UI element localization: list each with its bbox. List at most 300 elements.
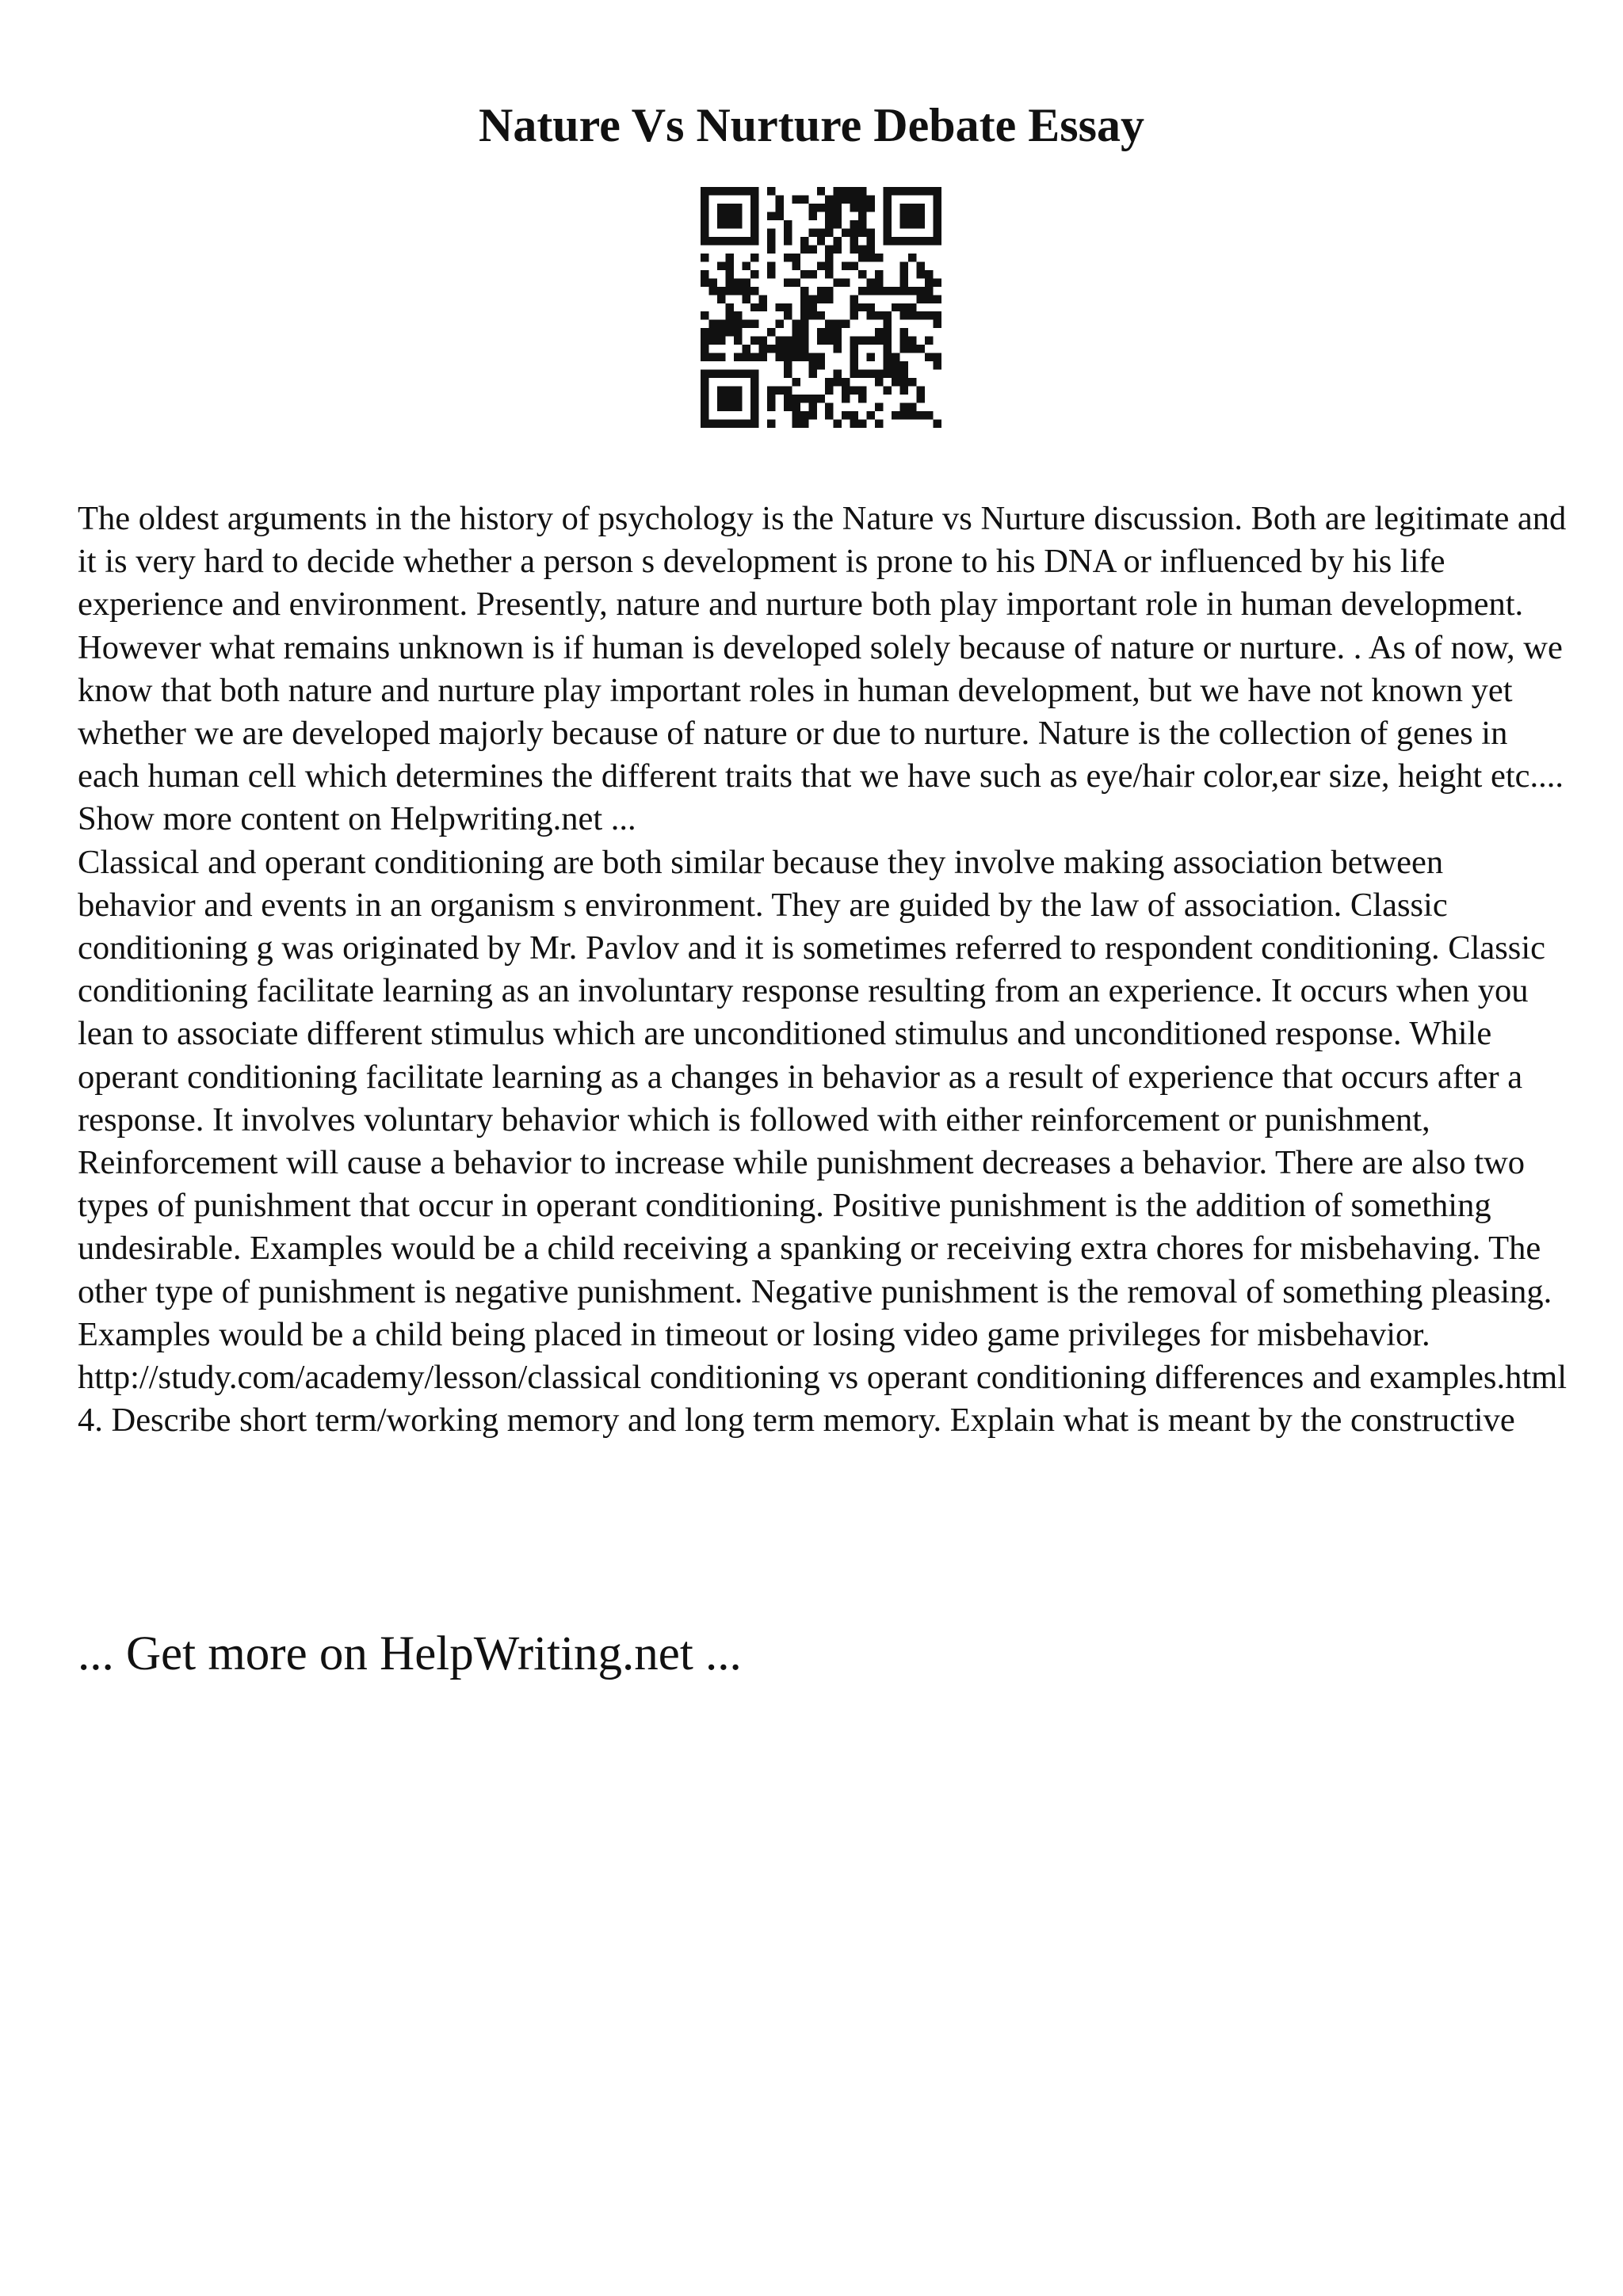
qr-module — [717, 261, 725, 269]
qr-module — [858, 420, 866, 428]
qr-module — [750, 254, 758, 261]
qr-module — [875, 328, 883, 336]
qr-module — [767, 237, 775, 245]
qr-module — [742, 295, 750, 303]
qr-module — [725, 278, 733, 286]
qr-module — [808, 212, 816, 219]
qr-module — [817, 261, 825, 269]
qr-module — [767, 345, 775, 353]
qr-module — [834, 328, 842, 336]
qr-module — [717, 187, 725, 195]
qr-module — [900, 361, 908, 369]
qr-module — [792, 420, 800, 428]
qr-module — [800, 287, 808, 295]
qr-module — [834, 345, 842, 353]
qr-module — [742, 187, 750, 195]
qr-module — [834, 337, 842, 345]
qr-module — [834, 212, 842, 219]
qr-module — [908, 187, 916, 195]
qr-module — [734, 387, 742, 395]
qr-module — [908, 311, 916, 319]
qr-module — [892, 370, 899, 378]
qr-module — [867, 337, 875, 345]
qr-module — [701, 254, 708, 261]
qr-module — [858, 204, 866, 212]
qr-module — [825, 270, 833, 278]
qr-module — [917, 187, 925, 195]
qr-module — [734, 337, 742, 345]
qr-module — [701, 278, 708, 286]
qr-module — [925, 278, 933, 286]
qr-module — [875, 270, 883, 278]
qr-module — [850, 387, 858, 395]
qr-module — [701, 187, 708, 195]
qr-module — [900, 237, 908, 245]
qr-module — [884, 187, 892, 195]
qr-module — [884, 204, 892, 212]
qr-module — [900, 287, 908, 295]
qr-module — [884, 320, 892, 328]
qr-module — [917, 345, 925, 353]
qr-module — [884, 337, 892, 345]
qr-module — [808, 403, 816, 411]
qr-module — [858, 337, 866, 345]
qr-module — [717, 353, 725, 361]
qr-module — [775, 204, 783, 212]
qr-module — [792, 345, 800, 353]
qr-module — [758, 303, 766, 311]
qr-module — [817, 311, 825, 319]
qr-module — [892, 303, 899, 311]
qr-module — [717, 328, 725, 336]
qr-module — [784, 228, 792, 236]
qr-module — [917, 220, 925, 228]
qr-module — [800, 420, 808, 428]
qr-module — [900, 261, 908, 269]
qr-module — [725, 387, 733, 395]
qr-module — [900, 345, 908, 353]
qr-module — [925, 287, 933, 295]
qr-module — [900, 378, 908, 386]
qr-module — [742, 345, 750, 353]
qr-module — [925, 353, 933, 361]
qr-module — [825, 195, 833, 203]
qr-module — [708, 287, 716, 295]
qr-module — [701, 411, 708, 419]
qr-module — [900, 204, 908, 212]
qr-module — [784, 254, 792, 261]
qr-module — [784, 387, 792, 395]
qr-module — [875, 403, 883, 411]
qr-module — [925, 311, 933, 319]
qr-module — [900, 187, 908, 195]
qr-module — [734, 395, 742, 402]
qr-module — [825, 295, 833, 303]
qr-module — [842, 187, 850, 195]
qr-module — [784, 345, 792, 353]
qr-module — [900, 387, 908, 395]
qr-module — [884, 387, 892, 395]
qr-module — [867, 228, 875, 236]
qr-module — [867, 353, 875, 361]
qr-module — [717, 387, 725, 395]
qr-module — [750, 287, 758, 295]
qr-module — [817, 287, 825, 295]
qr-module — [701, 228, 708, 236]
qr-module — [750, 411, 758, 419]
qr-module — [767, 245, 775, 253]
qr-module — [834, 245, 842, 253]
qr-module — [767, 395, 775, 402]
qr-module — [917, 295, 925, 303]
qr-module — [725, 303, 733, 311]
qr-module — [850, 311, 858, 319]
qr-module — [934, 311, 941, 319]
qr-module — [758, 353, 766, 361]
qr-module — [934, 204, 941, 212]
qr-module — [934, 420, 941, 428]
qr-module — [875, 420, 883, 428]
qr-module — [792, 337, 800, 345]
qr-module — [825, 387, 833, 395]
qr-module — [825, 204, 833, 212]
qr-module — [775, 320, 783, 328]
qr-module — [767, 187, 775, 195]
qr-module — [850, 345, 858, 353]
qr-module — [758, 345, 766, 353]
qr-module — [725, 328, 733, 336]
qr-module — [817, 361, 825, 369]
qr-module — [842, 195, 850, 203]
qr-module — [842, 411, 850, 419]
qr-module — [934, 295, 941, 303]
qr-module — [808, 270, 816, 278]
qr-module — [734, 278, 742, 286]
qr-module — [742, 370, 750, 378]
qr-module — [750, 395, 758, 402]
qr-module — [717, 287, 725, 295]
qr-module — [917, 237, 925, 245]
qr-module — [701, 195, 708, 203]
qr-module — [900, 337, 908, 345]
qr-module — [875, 287, 883, 295]
qr-module — [917, 270, 925, 278]
qr-module — [701, 378, 708, 386]
qr-module — [884, 287, 892, 295]
qr-module — [867, 195, 875, 203]
qr-module — [800, 411, 808, 419]
qr-module — [734, 237, 742, 245]
qr-module — [934, 195, 941, 203]
qr-module — [908, 378, 916, 386]
qr-module — [908, 204, 916, 212]
qr-module — [867, 278, 875, 286]
qr-module — [701, 337, 708, 345]
qr-module — [708, 370, 716, 378]
qr-module — [867, 287, 875, 295]
qr-module — [817, 353, 825, 361]
qr-module — [834, 378, 842, 386]
qr-module — [900, 212, 908, 219]
qr-module — [717, 395, 725, 402]
qr-module — [875, 254, 883, 261]
qr-module — [792, 278, 800, 286]
qr-module — [742, 237, 750, 245]
qr-module — [884, 195, 892, 203]
qr-module — [725, 311, 733, 319]
qr-module — [808, 395, 816, 402]
qr-module — [717, 370, 725, 378]
qr-module — [850, 237, 858, 245]
qr-module — [800, 337, 808, 345]
qr-module — [775, 353, 783, 361]
qr-module — [792, 395, 800, 402]
qr-module — [708, 420, 716, 428]
qr-module — [767, 403, 775, 411]
qr-module — [884, 370, 892, 378]
qr-module — [934, 220, 941, 228]
qr-module — [767, 420, 775, 428]
qr-module — [750, 403, 758, 411]
qr-module — [767, 212, 775, 219]
qr-module — [858, 220, 866, 228]
qr-module — [825, 337, 833, 345]
qr-module — [850, 245, 858, 253]
qr-module — [925, 295, 933, 303]
qr-module — [725, 320, 733, 328]
qr-module — [817, 337, 825, 345]
qr-module — [792, 320, 800, 328]
qr-module — [800, 245, 808, 253]
qr-module — [758, 295, 766, 303]
qr-module — [808, 204, 816, 212]
qr-module — [892, 361, 899, 369]
qr-module — [734, 420, 742, 428]
qr-module — [792, 261, 800, 269]
qr-module — [892, 237, 899, 245]
qr-module — [858, 212, 866, 219]
qr-module — [908, 237, 916, 245]
qr-module — [792, 195, 800, 203]
qr-module — [934, 353, 941, 361]
get-more-link[interactable]: ... Get more on HelpWriting.net ... — [78, 1627, 742, 1680]
qr-module — [784, 361, 792, 369]
qr-module — [742, 261, 750, 269]
qr-module — [817, 237, 825, 245]
qr-module — [900, 328, 908, 336]
qr-code-icon — [701, 187, 941, 428]
qr-module — [850, 353, 858, 361]
qr-module — [850, 337, 858, 345]
qr-module — [917, 212, 925, 219]
qr-module — [734, 212, 742, 219]
qr-module — [850, 295, 858, 303]
qr-module — [858, 395, 866, 402]
qr-module — [784, 395, 792, 402]
qr-module — [884, 345, 892, 353]
qr-module — [842, 320, 850, 328]
qr-module — [842, 395, 850, 402]
qr-module — [900, 370, 908, 378]
qr-module — [908, 337, 916, 345]
qr-module — [900, 270, 908, 278]
qr-module — [858, 228, 866, 236]
qr-module — [825, 254, 833, 261]
qr-module — [842, 378, 850, 386]
qr-module — [867, 411, 875, 419]
qr-module — [767, 228, 775, 236]
qr-module — [825, 320, 833, 328]
qr-module — [825, 411, 833, 419]
qr-module — [725, 204, 733, 212]
qr-module — [842, 387, 850, 395]
qr-module — [892, 353, 899, 361]
qr-module — [892, 378, 899, 386]
qr-module — [792, 353, 800, 361]
qr-module — [908, 303, 916, 311]
qr-module — [908, 287, 916, 295]
qr-module — [842, 261, 850, 269]
qr-module — [784, 370, 792, 378]
qr-module — [875, 370, 883, 378]
qr-module — [808, 303, 816, 311]
qr-module — [934, 212, 941, 219]
qr-module — [775, 387, 783, 395]
qr-module — [725, 370, 733, 378]
qr-module — [825, 261, 833, 269]
qr-module — [817, 228, 825, 236]
qr-module — [717, 220, 725, 228]
qr-module — [800, 395, 808, 402]
qr-module — [825, 220, 833, 228]
essay-paragraph-1: The oldest arguments in the history of psychology is the Nature vs Nurture discussion. Both are legitimate and it is very hard to decide whether a person s development is prone to his DNA or influenced by his life experience and environment. Presently, nature and nurture both play important role in human development. However what remains unknown is if human is developed solely because of nature or nurture. . As of now, we know that both nature and nurture play important roles in human development, but we have not known yet whether we are developed majorly because of nature or due to nurture. Nature is the collection of genes in each human cell which determines the different traits that we have such as eye/hair color,ear size, height etc.... Show more content on Helpwriting.net ... — [78, 500, 1567, 838]
qr-module — [750, 420, 758, 428]
qr-module — [908, 212, 916, 219]
qr-module — [792, 254, 800, 261]
qr-module — [784, 278, 792, 286]
qr-module — [808, 353, 816, 361]
qr-module — [884, 220, 892, 228]
qr-module — [701, 370, 708, 378]
qr-module — [708, 353, 716, 361]
qr-module — [875, 278, 883, 286]
qr-module — [825, 228, 833, 236]
qr-module — [784, 303, 792, 311]
qr-module — [808, 370, 816, 378]
qr-module — [800, 237, 808, 245]
qr-module — [742, 278, 750, 286]
qr-module — [701, 220, 708, 228]
qr-module — [775, 345, 783, 353]
qr-module — [808, 311, 816, 319]
qr-module — [717, 320, 725, 328]
qr-module — [834, 195, 842, 203]
qr-module — [884, 311, 892, 319]
qr-module — [900, 411, 908, 419]
qr-module — [708, 187, 716, 195]
qr-module — [867, 254, 875, 261]
qr-module — [767, 261, 775, 269]
qr-module — [842, 278, 850, 286]
document-title: Nature Vs Nurture Debate Essay — [479, 99, 1144, 151]
qr-module — [725, 261, 733, 269]
qr-module — [908, 345, 916, 353]
qr-module — [701, 353, 708, 361]
qr-module — [825, 212, 833, 219]
qr-module — [750, 228, 758, 236]
qr-module — [867, 204, 875, 212]
qr-module — [934, 361, 941, 369]
qr-module — [734, 220, 742, 228]
qr-module — [825, 378, 833, 386]
qr-module — [725, 212, 733, 219]
qr-module — [925, 187, 933, 195]
qr-module — [834, 204, 842, 212]
qr-module — [917, 311, 925, 319]
qr-module — [925, 270, 933, 278]
qr-module — [850, 420, 858, 428]
qr-module — [734, 328, 742, 336]
qr-module — [908, 411, 916, 419]
qr-module — [800, 303, 808, 311]
qr-module — [734, 311, 742, 319]
qr-module — [800, 270, 808, 278]
qr-module — [792, 328, 800, 336]
qr-module — [750, 195, 758, 203]
qr-module — [858, 387, 866, 395]
qr-module — [850, 195, 858, 203]
qr-module — [758, 337, 766, 345]
qr-module — [834, 320, 842, 328]
qr-module — [917, 261, 925, 269]
qr-module — [892, 287, 899, 295]
qr-module — [858, 370, 866, 378]
qr-module — [875, 378, 883, 386]
qr-module — [750, 270, 758, 278]
qr-module — [884, 212, 892, 219]
qr-module — [717, 403, 725, 411]
qr-module — [717, 295, 725, 303]
qr-module — [900, 220, 908, 228]
qr-module — [717, 212, 725, 219]
qr-module — [900, 403, 908, 411]
qr-module — [750, 303, 758, 311]
qr-module — [701, 270, 708, 278]
qr-module — [892, 411, 899, 419]
qr-module — [725, 220, 733, 228]
qr-module — [767, 270, 775, 278]
qr-module — [734, 187, 742, 195]
qr-module — [834, 370, 842, 378]
qr-module — [701, 387, 708, 395]
qr-module — [850, 370, 858, 378]
qr-module — [858, 270, 866, 278]
qr-module — [917, 287, 925, 295]
qr-module — [742, 287, 750, 295]
qr-module — [701, 237, 708, 245]
qr-module — [775, 303, 783, 311]
qr-module — [725, 395, 733, 402]
qr-module — [708, 328, 716, 336]
qr-module — [842, 228, 850, 236]
qr-module — [701, 420, 708, 428]
qr-module — [750, 337, 758, 345]
qr-module — [800, 320, 808, 328]
qr-module — [734, 320, 742, 328]
qr-module — [808, 361, 816, 369]
qr-module — [750, 370, 758, 378]
qr-module — [784, 220, 792, 228]
